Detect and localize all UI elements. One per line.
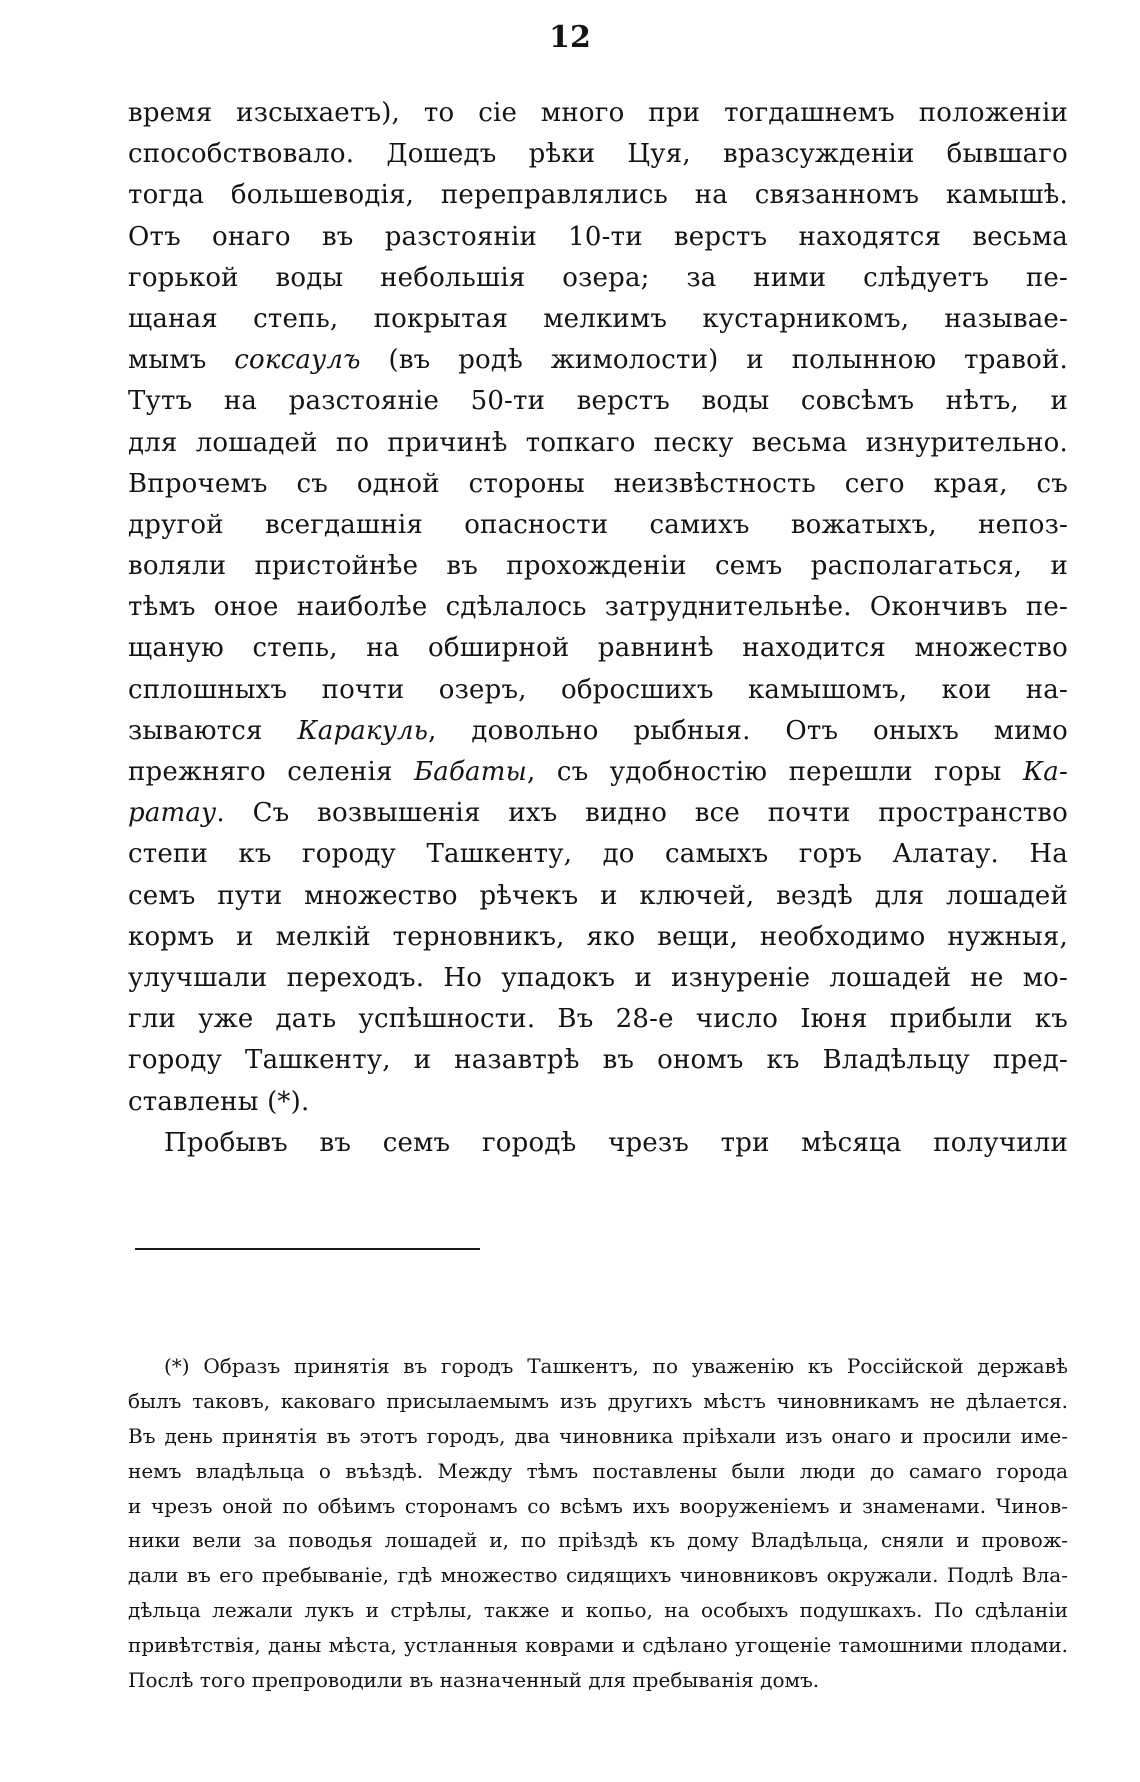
main-text-body: [128, 93, 1068, 1164]
text-segment: , довольно рыбныя. Отъ оныхъ мимо: [428, 715, 1068, 746]
text-line: время изсыхаетъ), то сiе много при тогдашнемъ положенiи: [128, 98, 1068, 128]
text-line: тѣмъ оное наиболѣе сдѣлалось затруднительнѣе. Окончивъ пе-: [128, 592, 1068, 623]
text-line: степи къ городу Ташкенту, до самыхъ горъ Алатау. На: [128, 839, 1068, 870]
text-line: [128, 340, 1068, 381]
text-line: кормъ и мелкiй терновникъ, яко вещи, необходимо нужныя,: [128, 921, 1068, 952]
footnote-line: привѣтствiя, даны мѣста, устланныя коврами и сдѣлано угощенiе тамошними плодами.: [128, 1633, 1068, 1658]
footnote-line: немъ владѣльца о въѣздѣ. Между тѣмъ поставлены были люди до самаго города: [128, 1458, 1068, 1483]
text-line: горькой воды небольшiя озера; за ними слѣдуетъ пе-: [128, 262, 1068, 293]
footnote-line: дали въ его пребыванiе, гдѣ множество сидящихъ чиновниковъ окружали. Подлѣ Вла-: [128, 1563, 1068, 1588]
text-line: [128, 711, 1068, 752]
text-line: другой всегдашнiя опасности самихъ вожатыхъ, непоз-: [128, 509, 1068, 540]
text-line: улучшали переходъ. Но упадокъ и изнуренiе лошадей не мо-: [128, 962, 1068, 993]
footnote-line: дѣльца лежали лукъ и стрѣлы, также и копьо, на особыхъ подушкахъ. По сдѣланiи: [128, 1598, 1068, 1623]
text-line: [128, 752, 1068, 793]
page-number: 12: [549, 20, 591, 55]
footnote-line: и чрезъ оной по обѣимъ сторонамъ со всѣмъ ихъ вооруженiемъ и знаменами. Чинов-: [128, 1493, 1068, 1518]
footnote-line: ники вели за поводья лошадей и, по прiѣздѣ къ дому Владѣльца, сняли и провож-: [128, 1528, 1068, 1553]
footnote-line: былъ таковъ, каковаго присылаемымъ изъ другихъ мѣстъ чиновникамъ не дѣлается.: [128, 1388, 1068, 1413]
text-line: сплошныхъ почти озеръ, обросшихъ камышомъ, кои на-: [128, 674, 1068, 705]
text-line: для лошадей по причинѣ топкаго песку весьма изнурительно.: [128, 427, 1068, 458]
footnote: [128, 1349, 1068, 1698]
text-line: способствовало. Дошедъ рѣки Цуя, вразсужденiи бывшаго: [128, 139, 1068, 170]
footnote-line: Въ день принятiя въ этотъ городъ, два чиновника прiѣхали изъ онаго и просили име-: [128, 1423, 1068, 1448]
text-segment: мымъ: [128, 345, 235, 376]
text-line: тогда большеводiя, переправлялись на связанномъ камышѣ.: [128, 180, 1068, 211]
text-segment: (въ родѣ жимолости) и полынною травой.: [360, 345, 1068, 376]
text-line: Отъ онаго въ разстоянiи 10-ти верстъ находятся весьма: [128, 221, 1068, 252]
text-line: гли уже дать успѣшности. Въ 28-е число Iюня прибыли къ: [128, 1004, 1068, 1035]
text-segment: . Съ возвышенiя ихъ видно все почти пространство: [216, 798, 1068, 829]
text-segment: прежняго селенiя: [128, 757, 414, 787]
text-segment: зываются: [128, 715, 298, 746]
italic-term-karakul: Каракуль: [297, 715, 429, 746]
text-line: [128, 793, 1068, 834]
text-line: Пробывъ въ семъ городѣ чрезъ три мѣсяца получили: [164, 1127, 1068, 1158]
text-line: ставлены (*).: [128, 1086, 310, 1117]
text-segment: , съ удобностiю перешли горы: [526, 757, 1023, 787]
italic-term-karatau-part2: ратау: [128, 798, 217, 829]
text-line: семъ пути множество рѣчекъ и ключей, вездѣ для лошадей: [128, 880, 1068, 911]
text-line: Тутъ на разстоянiе 50-ти верстъ воды совсѣмъ нѣтъ, и: [128, 386, 1068, 417]
italic-term-karatau-part1: Ка-: [1022, 757, 1068, 787]
text-line: щаную степь, на обширной равнинѣ находится множество: [128, 633, 1068, 664]
text-line: Впрочемъ съ одной стороны неизвѣстность сего края, съ: [128, 468, 1068, 499]
footnote-line: (*) Образъ принятiя въ городъ Ташкентъ, по уваженiю къ Россiйской державѣ: [164, 1354, 1068, 1378]
text-line: щаная степь, покрытая мелкимъ кустарникомъ, называе-: [128, 303, 1068, 334]
italic-term-babaty: Бабаты: [413, 757, 527, 787]
text-line: воляли пристойнѣе въ прохожденiи семъ располагаться, и: [128, 551, 1068, 582]
footnote-divider: [135, 1248, 480, 1250]
text-line: городу Ташкенту, и назавтрѣ въ ономъ къ Владѣльцу пред-: [128, 1045, 1068, 1076]
italic-term-soksaul: соксаулъ: [234, 345, 361, 376]
footnote-line: Послѣ того препроводили въ назначенный для пребыванiя домъ.: [128, 1668, 820, 1693]
